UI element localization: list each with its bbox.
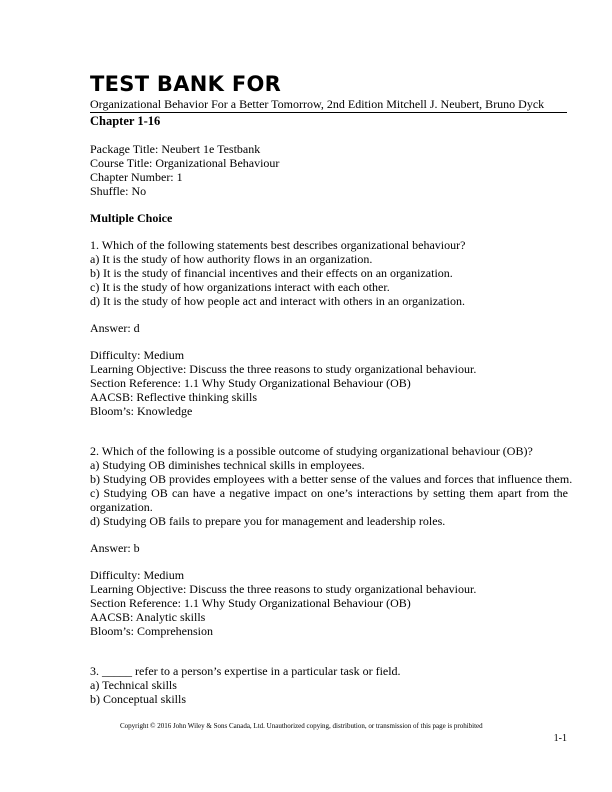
section-heading: Multiple Choice	[90, 211, 173, 225]
answer-option: a) It is the study of how authority flows in an organization.	[90, 252, 373, 266]
blooms: Bloom’s: Comprehension	[90, 624, 213, 638]
chapter-label: Chapter 1-16	[90, 114, 161, 128]
question-block	[90, 664, 568, 706]
banner-title: TEST BANK FOR	[90, 72, 282, 96]
answer-option: c) It is the study of how organizations interact with each other.	[90, 280, 390, 294]
answer-option: a) Studying OB diminishes technical skills in employees.	[90, 458, 365, 472]
difficulty: Difficulty: Medium	[90, 568, 185, 582]
question-block	[90, 444, 573, 638]
page-number: 1-1	[553, 733, 567, 744]
answer-option: a) Technical skills	[90, 678, 177, 692]
question-block	[90, 238, 568, 418]
answer-option: b) It is the study of financial incentives and their effects on an organization.	[90, 266, 453, 280]
book-subtitle: Organizational Behavior For a Better Tomorrow, 2nd Edition Mitchell J. Neubert, Bruno Dyck	[90, 97, 545, 111]
chapter-number: Chapter Number: 1	[90, 170, 183, 184]
answer-key: Answer: b	[90, 541, 140, 555]
copyright-footer: Copyright © 2016 John Wiley & Sons Canada, Ltd. Unauthorized copying, distribution, or transmission of this page is prohibited	[120, 722, 483, 730]
answer-key: Answer: d	[90, 321, 140, 335]
learning-objective: Learning Objective: Discuss the three reasons to study organizational behaviour.	[90, 362, 477, 376]
answer-option: d) Studying OB fails to prepare you for management and leadership roles.	[90, 514, 446, 528]
shuffle-setting: Shuffle: No	[90, 184, 147, 198]
question-stem: 2. Which of the following is a possible outcome of studying organizational behaviour (OB)?	[90, 444, 533, 458]
question-stem: 1. Which of the following statements best describes organizational behaviour?	[90, 238, 466, 252]
aacsb: AACSB: Analytic skills	[90, 610, 206, 624]
blooms: Bloom’s: Knowledge	[90, 404, 193, 418]
answer-option: b) Studying OB provides employees with a better sense of the values and forces that influence them.	[90, 472, 573, 486]
question-stem: 3. _____ refer to a person’s expertise in a particular task or field.	[90, 664, 401, 678]
section-reference: Section Reference: 1.1 Why Study Organizational Behaviour (OB)	[90, 596, 411, 610]
header-rule	[90, 112, 567, 113]
answer-option: b) Conceptual skills	[90, 692, 186, 706]
learning-objective: Learning Objective: Discuss the three reasons to study organizational behaviour.	[90, 582, 477, 596]
document-body	[90, 142, 573, 706]
aacsb: AACSB: Reflective thinking skills	[90, 390, 257, 404]
course-title: Course Title: Organizational Behaviour	[90, 156, 280, 170]
answer-option: c) Studying OB can have a negative impact on one’s interactions by setting them apart from the organization.	[90, 486, 568, 514]
answer-option: d) It is the study of how people act and interact with others in an organization.	[90, 294, 466, 308]
package-title: Package Title: Neubert 1e Testbank	[90, 142, 261, 156]
section-reference: Section Reference: 1.1 Why Study Organizational Behaviour (OB)	[90, 376, 411, 390]
difficulty: Difficulty: Medium	[90, 348, 185, 362]
